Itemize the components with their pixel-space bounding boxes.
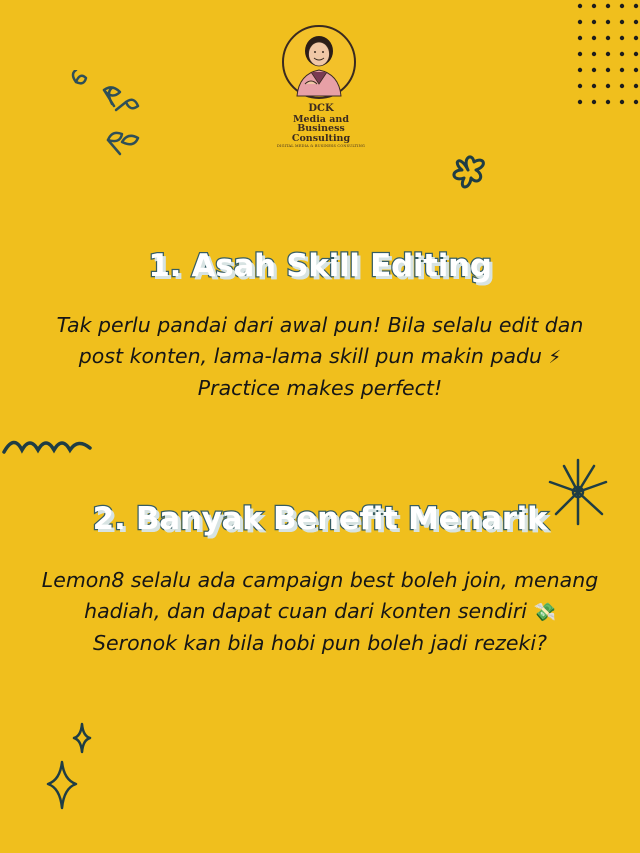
logo-portrait-icon [281, 24, 357, 104]
section2-body [40, 565, 600, 659]
sparkle-star-icon [44, 722, 94, 812]
section2-heading: 2. Banyak Benefit Menarik [92, 501, 548, 537]
logo-tagline: DIGITAL MEDIA & BUSINESS CONSULTING [276, 144, 365, 149]
dot-grid-icon [568, 0, 640, 118]
wave-squiggle-icon [0, 432, 96, 462]
logo-text [276, 104, 366, 149]
flower-icon [444, 148, 492, 196]
section1-body [40, 310, 600, 404]
logo-abbr: DCK [308, 103, 334, 114]
brand-logo [276, 24, 366, 149]
section1-body-text-end: Practice makes perfect! [197, 376, 443, 400]
leaf-sprig-icon [66, 70, 156, 170]
lightning-icon: ⚡ [548, 347, 562, 368]
section2-body-text: Lemon8 selalu ada campaign best boleh join, menang hadiah, dan dapat cuan dari konten sendiri [41, 568, 599, 623]
section1-body-text: Tak perlu pandai dari awal pun! Bila selalu edit dan post konten, lama-lama skill pun makin padu [56, 313, 584, 368]
section1-heading: 1. Asah Skill Editing [148, 248, 492, 284]
money-wings-icon: 💸 [533, 602, 556, 623]
section2-body-text-end: Seronok kan bila hobi pun boleh jadi rezeki? [93, 631, 547, 655]
logo-line2: Consulting [291, 133, 351, 145]
logo-line1: Media and Business [293, 113, 349, 135]
